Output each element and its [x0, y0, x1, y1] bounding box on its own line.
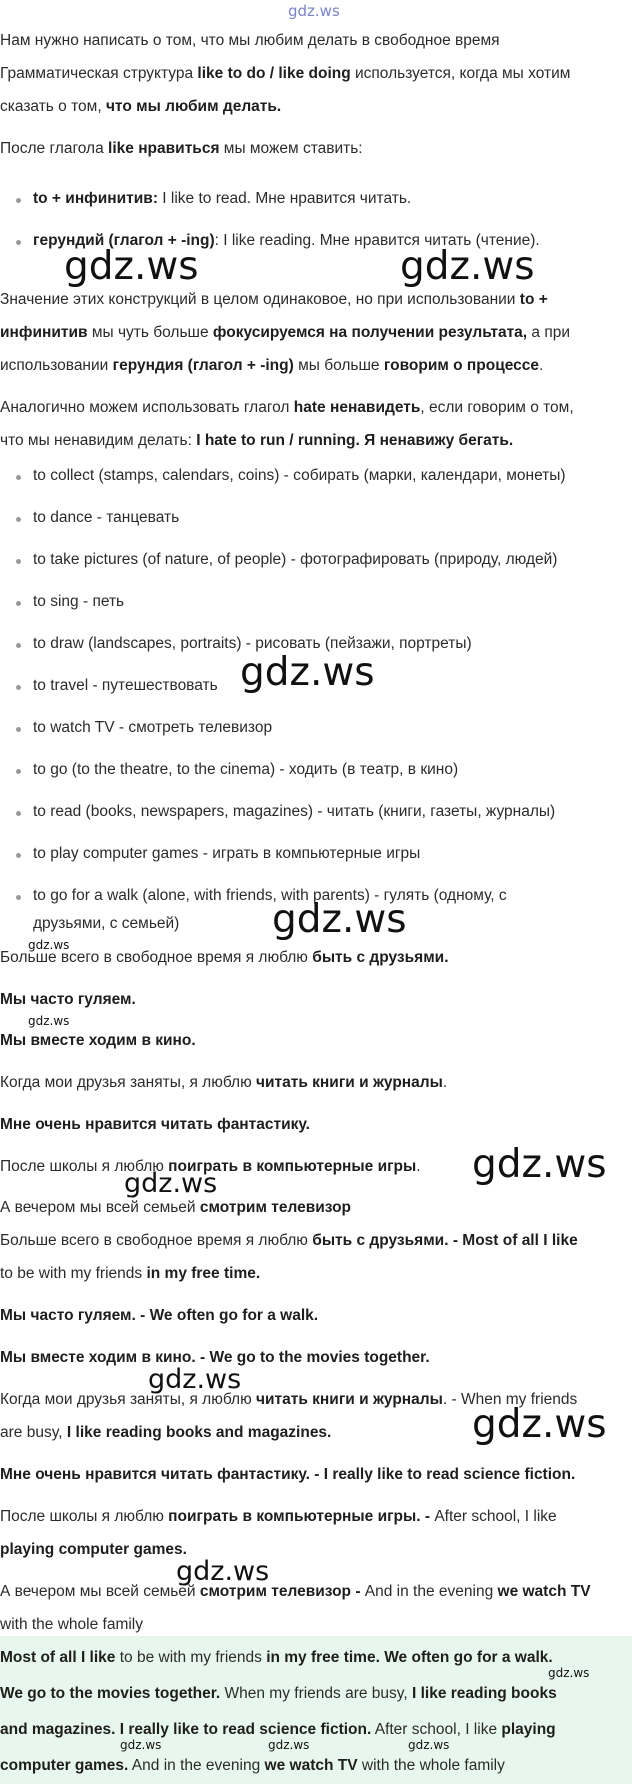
ru-line [0, 1073, 447, 1093]
vocab-item: to collect (stamps, calendars, coins) - собирать (марки, календари, монеты) [33, 467, 566, 484]
text: with the whole family [357, 1757, 505, 1774]
text: to be with my friends [0, 1265, 147, 1282]
watermark: gdz.ws [28, 1014, 70, 1028]
bold-text: читать книги и журналы [256, 1074, 443, 1091]
text: что мы ненавидим делать: [0, 432, 197, 449]
text: . [442, 1074, 448, 1091]
watermark: gdz.ws [400, 244, 535, 289]
bullet-icon [16, 853, 21, 858]
vocab-item: to go (to the theatre, to the cinema) - ходить (в театр, в кино) [33, 761, 459, 778]
bold-text: поиграть в компьютерные игры [168, 1158, 417, 1175]
bold-text: герундий (глагол + -ing) [33, 232, 215, 249]
bold-text: Мне очень нравится читать фантастику. [0, 1116, 310, 1133]
watermark: gdz.ws [268, 1738, 310, 1752]
text: мы можем ставить: [219, 140, 363, 157]
meaning-line-2 [0, 323, 570, 343]
bold-text: герундия (глагол + -ing) [112, 357, 294, 374]
text: Когда мои друзья заняты, я люблю [0, 1391, 256, 1408]
bold-text: and magazines. I really like to read science fiction. [0, 1721, 372, 1738]
watermark: gdz.ws [272, 897, 407, 942]
text: После глагола [0, 140, 109, 157]
text: And in the evening [360, 1583, 498, 1600]
bold-text: playing computer games. [0, 1541, 187, 1558]
watermark: gdz.ws [240, 650, 375, 695]
bold-text: to + инфинитив: [33, 190, 158, 207]
hate-line-2 [0, 431, 513, 451]
bold-text: I like reading books [412, 1685, 557, 1702]
text: After school, I like [430, 1508, 557, 1525]
vocab-item: to dance - танцевать [33, 509, 180, 526]
watermark: gdz.ws [28, 938, 70, 952]
vocab-item: to watch TV - смотреть телевизор [33, 719, 273, 736]
tr-line [0, 1231, 578, 1251]
bold-text: Мы часто гуляем. [0, 991, 136, 1008]
vocab-item: to draw (landscapes, portraits) - рисовать (пейзажи, портреты) [33, 635, 472, 652]
bold-text: смотрим телевизор [199, 1199, 352, 1216]
bold-text: быть с друзьями. [312, 949, 449, 966]
bold-text: Мне очень нравится читать фантастику. - I really like to read science fiction. [0, 1466, 576, 1483]
text: : I like reading. Мне нравится читать (чтение). [214, 232, 540, 249]
text: мы больше [293, 357, 384, 374]
bold-text: in my free time. We often go for a walk. [266, 1649, 553, 1666]
text: А вечером мы всей семьей [0, 1199, 200, 1216]
bullet-icon [16, 727, 21, 732]
summary-line [0, 1648, 553, 1668]
bold-text: смотрим телевизор - [199, 1583, 361, 1600]
bold-text: I like reading books and magazines. [66, 1424, 332, 1441]
meaning-line-3 [0, 356, 543, 376]
text: Грамматическая структура [0, 65, 198, 82]
tr-line [0, 1582, 591, 1602]
bold-text: Most of all I like [0, 1649, 116, 1666]
text: When my friends are busy, [220, 1685, 412, 1702]
bold-text: playing [501, 1721, 556, 1738]
vocab-item: to read (books, newspapers, magazines) - читать (книги, газеты, журналы) [33, 803, 556, 820]
text: а при [527, 324, 570, 341]
watermark: gdz.ws [176, 1556, 270, 1587]
text: After school, I like [371, 1721, 502, 1738]
bullet-icon [16, 811, 21, 816]
vocab-item: to travel - путешествовать [33, 677, 218, 694]
text: использовании [0, 357, 113, 374]
grammar-line [0, 64, 570, 84]
bold-text: in my free time. [146, 1265, 261, 1282]
tr-line [0, 1264, 260, 1284]
watermark: gdz.ws [120, 1738, 162, 1752]
ru-line [0, 990, 136, 1010]
text: And in the evening [128, 1757, 265, 1774]
text: После школы я люблю [0, 1158, 169, 1175]
bullet-icon [16, 198, 21, 203]
text: Значение этих конструкций в целом одинаковое, но при использовании [0, 291, 520, 308]
text: Больше всего в свободное время я люблю [0, 949, 313, 966]
watermark-top: gdz.ws [288, 2, 340, 20]
text: to be with my friends [115, 1649, 267, 1666]
bold-text: фокусируемся на получении результата, [212, 324, 528, 341]
bold-text: инфинитив [0, 324, 88, 341]
watermark: gdz.ws [548, 1666, 590, 1680]
ru-line [0, 948, 449, 968]
bullet-icon [16, 769, 21, 774]
watermark: gdz.ws [472, 1402, 607, 1447]
verb-line [0, 139, 363, 159]
bold-text: что мы любим делать. [105, 98, 282, 115]
text: are busy, [0, 1424, 67, 1441]
watermark: gdz.ws [148, 1364, 242, 1395]
text: А вечером мы всей семьей [0, 1583, 200, 1600]
bullet-icon [16, 685, 21, 690]
text: мы чуть больше [87, 324, 213, 341]
text: используется, когда мы хотим [350, 65, 571, 82]
bold-text: like нравиться [108, 140, 220, 157]
bullet-icon [16, 895, 21, 900]
text: сказать о том, [0, 98, 106, 115]
bold-text: hate ненавидеть [293, 399, 421, 416]
bullet-icon [16, 475, 21, 480]
text: . [416, 1158, 421, 1175]
vocab-item: to go for a walk (alone, with friends, with parents) - гулять (одному, с [33, 887, 507, 904]
bold-text: Мы часто гуляем. - We often go for a walk. [0, 1307, 319, 1324]
intro-line: Нам нужно написать о том, что мы любим делать в свободное время [0, 32, 500, 49]
bullet-icon [16, 240, 21, 245]
bold-text: computer games. [0, 1757, 129, 1774]
text: . - When my friends [442, 1391, 578, 1408]
tr-line [0, 1540, 187, 1560]
bullet-infinitive [33, 189, 411, 209]
bullet-icon [16, 643, 21, 648]
bold-text: We go to the movies together. [0, 1685, 221, 1702]
ru-line [0, 1031, 196, 1051]
text: После школы я люблю [0, 1508, 169, 1525]
bold-text: быть с друзьями. - Most of all I like [312, 1232, 578, 1249]
bold-text: we watch TV [264, 1757, 358, 1774]
vocab-item-cont: друзьями, с семьей) [33, 915, 180, 932]
bold-text: читать книги и журналы [256, 1391, 443, 1408]
bold-text: we watch TV [497, 1583, 591, 1600]
tr-line [0, 1306, 318, 1326]
meaning-line [0, 290, 548, 310]
text: , если говорим о том, [420, 399, 574, 416]
tr-line: with the whole family [0, 1616, 144, 1633]
text: Аналогично можем использовать глагол [0, 399, 294, 416]
ru-line [0, 1198, 351, 1218]
watermark: gdz.ws [472, 1142, 607, 1187]
text: I like to read. Мне нравится читать. [157, 190, 412, 207]
summary-line [0, 1720, 556, 1740]
text: Когда мои друзья заняты, я люблю [0, 1074, 256, 1091]
bold-text: like to do / like doing [197, 65, 351, 82]
ru-line [0, 1115, 310, 1135]
bullet-icon [16, 517, 21, 522]
vocab-item: to take pictures (of nature, of people) - фотографировать (природу, людей) [33, 551, 558, 568]
tr-line [0, 1465, 575, 1485]
bullet-icon [16, 601, 21, 606]
bold-text: Мы вместе ходим в кино. - We go to the movies together. [0, 1349, 430, 1366]
text: . [539, 357, 544, 374]
tr-line [0, 1423, 331, 1443]
summary-block [0, 1636, 632, 1784]
bold-text: to + [519, 291, 548, 308]
watermark: gdz.ws [124, 1168, 218, 1199]
bold-text: поиграть в компьютерные игры. - [168, 1508, 431, 1525]
bold-text: I hate to run / running. Я ненавижу бегать. [196, 432, 514, 449]
tr-line [0, 1507, 557, 1527]
grammar-line-2 [0, 97, 281, 117]
vocab-item: to sing - петь [33, 593, 125, 610]
vocab-item: to play computer games - играть в компьютерные игры [33, 845, 421, 862]
bold-text: Мы вместе ходим в кино. [0, 1032, 196, 1049]
text: Больше всего в свободное время я люблю [0, 1232, 313, 1249]
watermark: gdz.ws [64, 244, 199, 289]
hate-line [0, 398, 574, 418]
bold-text: говорим о процессе [383, 357, 540, 374]
summary-line [0, 1756, 505, 1776]
summary-line [0, 1684, 557, 1704]
watermark: gdz.ws [408, 1738, 450, 1752]
bullet-icon [16, 559, 21, 564]
